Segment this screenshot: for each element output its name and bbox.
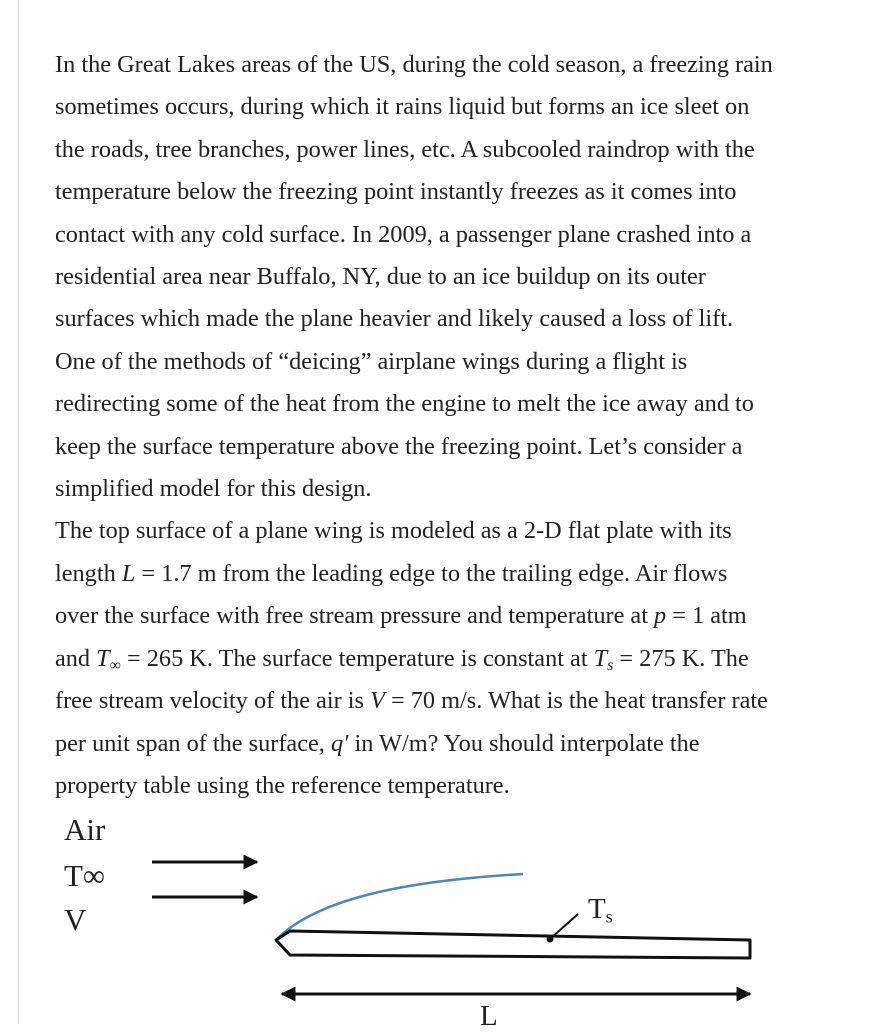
text-line <box>55 553 885 595</box>
flat-plate <box>276 931 750 958</box>
ts-leader-line <box>550 914 578 939</box>
surface-subscript: s <box>607 656 614 674</box>
pressure-symbol: p <box>654 602 667 630</box>
text-line: temperature below the freezing point instantly freezes as it comes into <box>55 178 737 206</box>
text-line <box>55 680 885 722</box>
text-line: simplified model for this design. <box>55 475 372 503</box>
left-border-line <box>18 0 19 1024</box>
text-fragment: = 275 K. The <box>613 644 749 672</box>
text-line <box>55 595 885 637</box>
freestream-temp-label: T∞ <box>64 858 106 893</box>
problem-statement-paragraph <box>55 510 885 807</box>
text-fragment: in W/m? You should interpolate the <box>348 729 700 757</box>
text-line: One of the methods of “deicing” airplane wings during a flight is <box>55 347 688 375</box>
air-label: Air <box>64 812 106 847</box>
text-line <box>55 723 885 765</box>
text-line: surfaces which made the plane heavier and likely caused a loss of lift. <box>55 305 734 333</box>
text-fragment: over the surface with free stream pressure and temperature at <box>55 602 655 630</box>
boundary-layer-curve <box>276 874 523 940</box>
text-fragment: length <box>55 559 122 587</box>
text-line: residential area near Buffalo, NY, due to an ice buildup on its outer <box>55 263 706 291</box>
text-line: redirecting some of the heat from the engine to melt the ice away and to <box>55 390 754 418</box>
text-line: sometimes occurs, during which it rains liquid but forms an ice sleet on <box>55 93 750 121</box>
length-symbol: L <box>121 559 136 587</box>
heat-rate-symbol: q′ <box>330 729 349 757</box>
text-fragment: per unit span of the surface, <box>55 729 331 757</box>
text-line: In the Great Lakes areas of the US, during the cold season, a freezing rain <box>55 51 773 78</box>
intro-paragraph <box>55 44 885 510</box>
surface-temp-label <box>588 893 613 926</box>
text-line <box>55 638 885 680</box>
surface-temp-letter: T <box>588 893 606 925</box>
velocity-symbol: V <box>370 687 385 715</box>
text-fragment: free stream velocity of the air is <box>55 687 371 715</box>
text-line: contact with any cold surface. In 2009, a passenger plane crashed into a <box>55 220 752 248</box>
ts-marker-dot <box>547 936 554 943</box>
freestream-subscript: ∞ <box>109 656 121 674</box>
text-fragment: = 265 K. The surface temperature is constant at <box>120 644 594 672</box>
length-label: L <box>480 1000 498 1032</box>
text-fragment: = 1.7 m from the leading edge to the trailing edge. Air flows <box>135 559 728 587</box>
velocity-label: V <box>64 902 87 937</box>
problem-text <box>55 44 885 807</box>
text-fragment: and <box>55 644 97 672</box>
text-line: the roads, tree branches, power lines, etc. A subcooled raindrop with the <box>55 135 755 163</box>
text-fragment: = 1 atm <box>666 602 747 630</box>
text-fragment: = 70 m/s. What is the heat transfer rate <box>384 687 768 715</box>
text-line: property table using the reference temperature. <box>55 771 510 799</box>
text-line: The top surface of a plane wing is modeled as a 2-D flat plate with its <box>55 517 732 545</box>
surface-temp-symbol: T <box>593 644 608 672</box>
freestream-temp-symbol: T <box>96 644 110 672</box>
surface-temp-sub: s <box>605 906 613 927</box>
text-line: keep the surface temperature above the freezing point. Let’s consider a <box>55 432 743 460</box>
